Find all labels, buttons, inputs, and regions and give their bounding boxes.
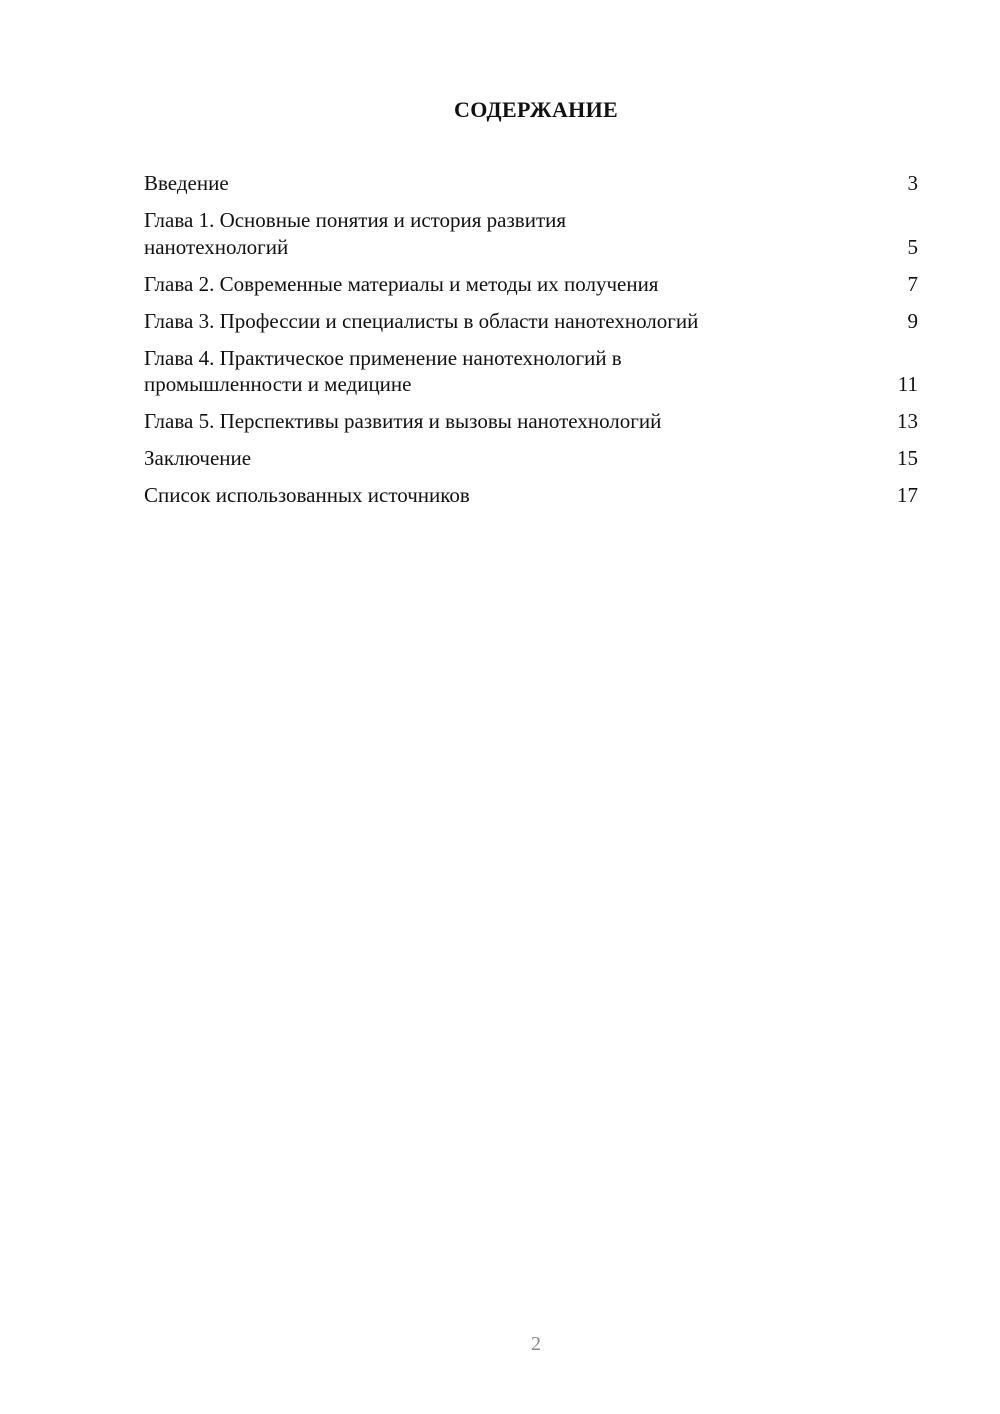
toc-entry-introduction <box>144 170 918 197</box>
toc-entry-conclusion <box>144 445 918 472</box>
toc-title: СОДЕРЖАНИЕ <box>454 97 618 122</box>
toc-entry-chapter-5 <box>144 408 918 435</box>
toc-entry-chapter-4 <box>144 345 918 398</box>
toc-entry-page: 7 <box>907 271 918 296</box>
toc-entry-text: Глава 4. Практическое применение нанотехнологий в промышленности и медицине <box>144 345 622 396</box>
toc-entry-text: Введение <box>144 171 229 195</box>
toc-entry-page: 9 <box>907 308 918 333</box>
toc-entry-page: 11 <box>897 372 918 396</box>
toc-entry-page: 5 <box>907 234 918 259</box>
toc-entry-text: Заключение <box>144 446 252 470</box>
toc-entry-text: Глава 1. Основные понятия и история развития нанотехнологий <box>144 208 567 259</box>
toc-entry-chapter-2 <box>144 271 918 298</box>
toc-entry-references <box>144 482 918 509</box>
toc-entry-chapter-1 <box>144 207 918 260</box>
toc-entry-page: 17 <box>897 483 918 507</box>
toc-entry-page: 15 <box>897 446 918 470</box>
toc-entry-text: Глава 2. Современные материалы и методы их получения <box>144 271 659 296</box>
page-number: 2 <box>531 1333 541 1355</box>
toc-entry-chapter-3 <box>144 308 918 335</box>
toc-entry-page: 3 <box>907 171 918 195</box>
table-of-contents <box>144 170 918 519</box>
toc-entry-text: Глава 3. Профессии и специалисты в области нанотехнологий <box>144 308 699 333</box>
toc-entry-page: 13 <box>897 409 918 433</box>
toc-entry-text: Список использованных источников <box>144 483 470 507</box>
toc-entry-text: Глава 5. Перспективы развития и вызовы нанотехнологий <box>144 409 662 433</box>
